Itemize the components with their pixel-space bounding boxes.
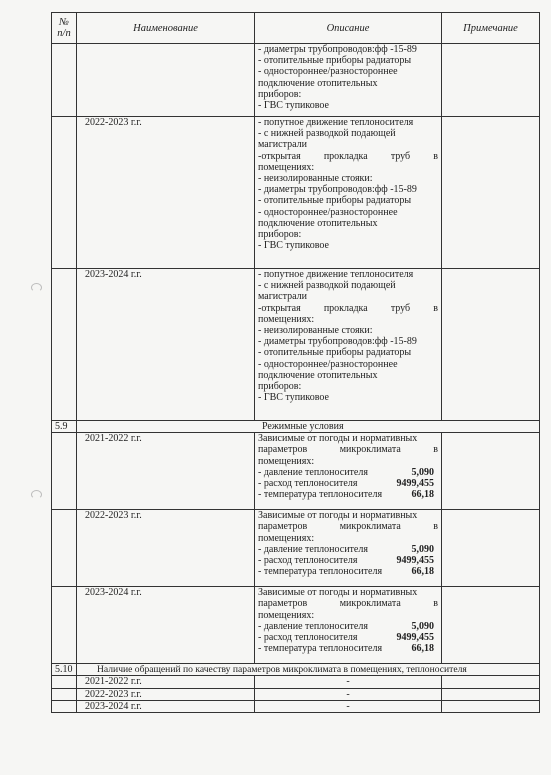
cell-name: 2022-2023 г.г.	[77, 117, 255, 269]
section-row	[52, 421, 540, 433]
cell-description: Зависимые от погоды и нормативных параметров микроклимата в помещениях: - давление теплоносителя 5,090 - расход теплоносителя 9499,455 - температура теплоносителя 66,18	[255, 510, 442, 587]
section-title: Режимные условия	[77, 421, 540, 433]
cell-number	[52, 688, 77, 700]
header-name: Наименование	[77, 13, 255, 44]
cell-description: - диаметры трубопроводов:фф -15-89 - отопительные приборы радиаторы - одностороннее/разностороннее подключение отопительных приборов: - ГВС тупиковое	[255, 44, 442, 117]
cell-note	[442, 676, 540, 688]
table-row	[52, 44, 540, 117]
cell-name: 2023-2024 г.г.	[77, 700, 255, 712]
table-header-row	[52, 13, 540, 44]
section-row	[52, 664, 540, 676]
cell-number	[52, 117, 77, 269]
table-row	[52, 269, 540, 421]
section-title: Наличие обращений по качеству параметров микроклимата в помещениях, теплоносителя	[77, 664, 540, 676]
section-number: 5.9	[52, 421, 77, 433]
cell-note	[442, 700, 540, 712]
cell-number	[52, 587, 77, 664]
cell-note	[442, 117, 540, 269]
cell-description: - попутное движение теплоносителя - с нижней разводкой подающей магистрали -открытая прокладка труб в помещениях: - неизолированные стояки: - диаметры трубопроводов:фф -15-89 - отопительные приборы радиаторы - одностороннее/разностороннее подключение отопительных приборов: - ГВС тупиковое	[255, 117, 442, 269]
cell-note	[442, 587, 540, 664]
cell-description: Зависимые от погоды и нормативных параметров микроклимата в помещениях: - давление теплоносителя 5,090 - расход теплоносителя 9499,455 - температура теплоносителя 66,18	[255, 433, 442, 510]
cell-name: 2021-2022 г.г.	[77, 676, 255, 688]
table-row	[52, 510, 540, 587]
cell-number	[52, 510, 77, 587]
header-note: Примечание	[442, 13, 540, 44]
header-description: Описание	[255, 13, 442, 44]
cell-note	[442, 269, 540, 421]
heat-supply-table	[51, 12, 540, 713]
cell-description: -	[255, 676, 442, 688]
cell-number	[52, 44, 77, 117]
punch-hole-mark	[31, 283, 42, 292]
section-number: 5.10	[52, 664, 77, 676]
cell-name: 2022-2023 г.г.	[77, 510, 255, 587]
cell-name: 2021-2022 г.г.	[77, 433, 255, 510]
punch-hole-mark	[31, 490, 42, 499]
cell-note	[442, 510, 540, 587]
cell-name: 2023-2024 г.г.	[77, 587, 255, 664]
cell-number	[52, 676, 77, 688]
table-row	[52, 700, 540, 712]
cell-name: 2023-2024 г.г.	[77, 269, 255, 421]
table-row	[52, 117, 540, 269]
cell-note	[442, 44, 540, 117]
cell-number	[52, 433, 77, 510]
cell-name	[77, 44, 255, 117]
cell-description: - попутное движение теплоносителя - с нижней разводкой подающей магистрали -открытая прокладка труб в помещениях: - неизолированные стояки: - диаметры трубопроводов:фф -15-89 - отопительные приборы радиаторы - одностороннее/разностороннее подключение отопительных приборов: - ГВС тупиковое	[255, 269, 442, 421]
cell-note	[442, 433, 540, 510]
cell-description: -	[255, 700, 442, 712]
table-row	[52, 676, 540, 688]
cell-number	[52, 269, 77, 421]
table-row	[52, 587, 540, 664]
header-number: № п/п	[52, 13, 77, 44]
cell-description: -	[255, 688, 442, 700]
table-row	[52, 688, 540, 700]
table-row	[52, 433, 540, 510]
cell-description: Зависимые от погоды и нормативных параметров микроклимата в помещениях: - давление теплоносителя 5,090 - расход теплоносителя 9499,455 - температура теплоносителя 66,18	[255, 587, 442, 664]
cell-note	[442, 688, 540, 700]
cell-number	[52, 700, 77, 712]
cell-name: 2022-2023 г.г.	[77, 688, 255, 700]
